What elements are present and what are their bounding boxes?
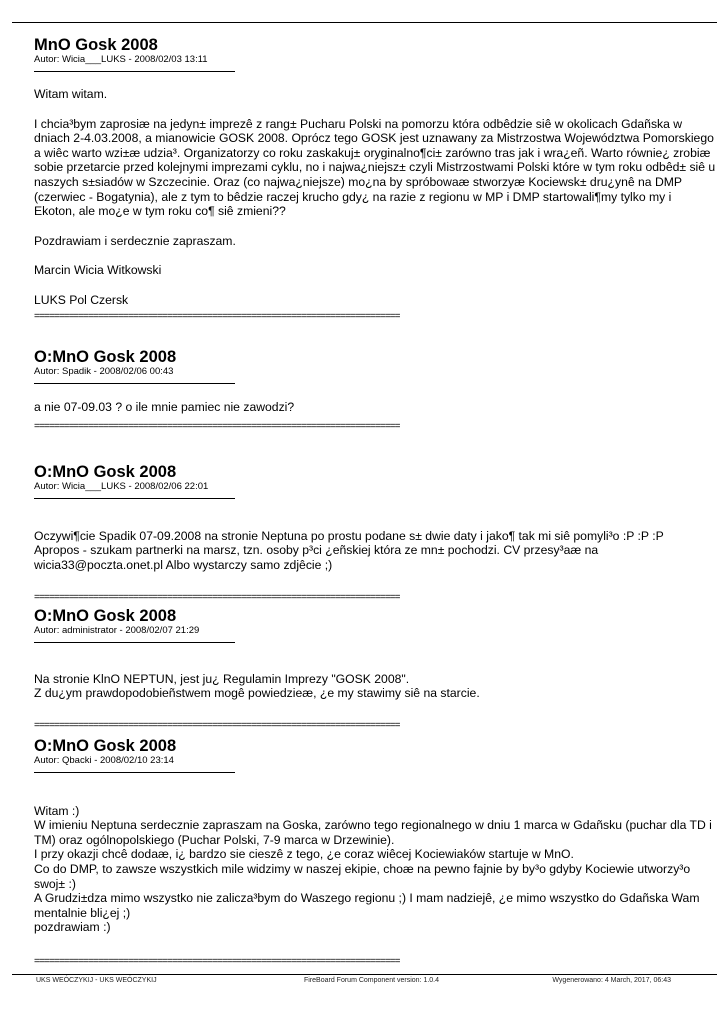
footer-component-version: FireBoard Forum Component version: 1.0.4 bbox=[304, 977, 440, 984]
post-paragraph: I chcia³bym zaprosiæ na jedyn± imprezê z rang± Pucharu Polski na pomorzu która odbêdzie siê w okolicach Gdañska w dniach 2-4.03.2008, a mianowicie GOSK 2008. Oprócz tego GOSK jest uznawany za Mistrzostwa Województwa Pomorskiego a wiêc warto wzi±æ udzia³. Organizatorzy co roku zaskakuj± oryginalno¶ci± zarówno tras jak i wra¿eñ. Warto równie¿ zrobiæ sobie przetarcie przed kolejnymi imprezami cyklu, no i najwa¿niejsz± czyli Mistrzostwami Polski które w tym roku odbêd± siê u naszych s±siadów w Szczecinie. Oraz (co najwa¿niejsze) mo¿na by spróbowaæ stworzyæ Kociewsk± dru¿ynê na DMP (czerwiec - Bogatynia), ale z tym to bêdzie raczej krucho gdy¿ na razie z regionu w MP i DMP startowali¶my tylko my i Ekoton, ale mo¿e w tym roku co¶ siê zmieni?? bbox=[34, 116, 716, 219]
post-paragraph: Witam witam. bbox=[34, 87, 108, 101]
forum-post bbox=[34, 608, 716, 731]
footer-generated-date: Wygenerowano: 4 March, 2017, 06:43 bbox=[552, 977, 671, 984]
post-paragraph: Oczywi¶cie Spadik 07-09.2008 na stronie Neptuna po prostu podane s± dwie daty i jako¶ tak mi siê pomyli³o :P :P :P Apropos - szukam partnerki na marsz, tzn. osoby p³ci ¿eñskiej która ze mn± pochodzi. CV przesy³aæ na wicia33@poczta.onet.pl Albo wystarczy samo zdjêcie ;) bbox=[34, 528, 664, 572]
post-body bbox=[34, 87, 716, 308]
post-author: Autor: Spadik - 2008/02/06 00:43 bbox=[34, 366, 174, 377]
post-body bbox=[34, 400, 716, 415]
post-paragraph: Pozdrawiam i serdecznie zapraszam. bbox=[34, 233, 236, 248]
post-author: Autor: Qbacki - 2008/02/10 23:14 bbox=[34, 755, 174, 766]
post-paragraph: LUKS Pol Czersk bbox=[34, 292, 129, 307]
post-separator: ========================================================================== bbox=[34, 955, 400, 967]
forum-post bbox=[34, 37, 716, 322]
post-body bbox=[34, 657, 716, 715]
footer-rule bbox=[12, 974, 717, 975]
post-paragraph: Marcin Wicia Witkowski bbox=[34, 263, 162, 278]
forum-post bbox=[34, 738, 716, 967]
post-paragraph: a nie 07-09.03 ? o ile mnie pamiec nie zawodzi? bbox=[34, 400, 295, 414]
post-title: O:MnO Gosk 2008 bbox=[34, 607, 177, 625]
forum-post bbox=[34, 349, 716, 432]
title-rule bbox=[34, 642, 235, 643]
post-title: MnO Gosk 2008 bbox=[34, 36, 158, 54]
post-title: O:MnO Gosk 2008 bbox=[34, 737, 177, 755]
post-title: O:MnO Gosk 2008 bbox=[34, 463, 177, 481]
title-rule bbox=[34, 498, 235, 499]
title-rule bbox=[34, 772, 235, 773]
post-body bbox=[34, 789, 716, 950]
title-rule bbox=[34, 71, 235, 72]
top-rule bbox=[12, 22, 717, 23]
post-separator: ========================================================================== bbox=[34, 420, 400, 432]
post-separator: ========================================================================== bbox=[34, 591, 400, 603]
post-separator: ========================================================================== bbox=[34, 720, 400, 732]
post-title: O:MnO Gosk 2008 bbox=[34, 348, 177, 366]
forum-post bbox=[34, 464, 716, 603]
post-body bbox=[34, 514, 716, 587]
post-paragraph: Witam :) W imieniu Neptuna serdecznie zapraszam na Goska, zarówno tego regionalnego w dniu 1 marca w Gdañsku (puchar dla TD i TM) oraz ogólnopolskiego (Puchar Polski, 7-9 marca w Drzewinie). I przy okazji chcê dodaæ, i¿ bardzo sie cieszê z tego, ¿e coraz wiêcej Kociewiaków startuje w MnO. Co do DMP, to zawsze wszystkich mile widzimy w naszej ekipie, choæ na pewno fajnie by by³o gdyby Kociewie utworzy³o swoj± :) A Grudzi±dza mimo wszystko nie zalicza³bym do Waszego regionu ;) I mam nadziejê, ¿e mimo wszystko do Gdañska Wam mentalnie bli¿ej ;) pozdrawiam :) bbox=[34, 803, 712, 935]
post-paragraph: Na stronie KlnO NEPTUN, jest ju¿ Regulamin Imprezy "GOSK 2008". Z du¿ym prawdopodobieñstwem mogê powiedzieæ, ¿e my stawimy siê na starcie. bbox=[34, 671, 480, 701]
footer-site-name: UKS WEÓCZYKIJ - UKS WEÓCZYKIJ bbox=[36, 977, 157, 984]
post-author: Autor: Wicia___LUKS - 2008/02/06 22:01 bbox=[34, 481, 209, 492]
post-author: Autor: administrator - 2008/02/07 21:29 bbox=[34, 625, 200, 636]
title-rule bbox=[34, 383, 235, 384]
post-separator: ========================================================================== bbox=[34, 310, 400, 322]
post-author: Autor: Wicia___LUKS - 2008/02/03 13:11 bbox=[34, 54, 208, 65]
